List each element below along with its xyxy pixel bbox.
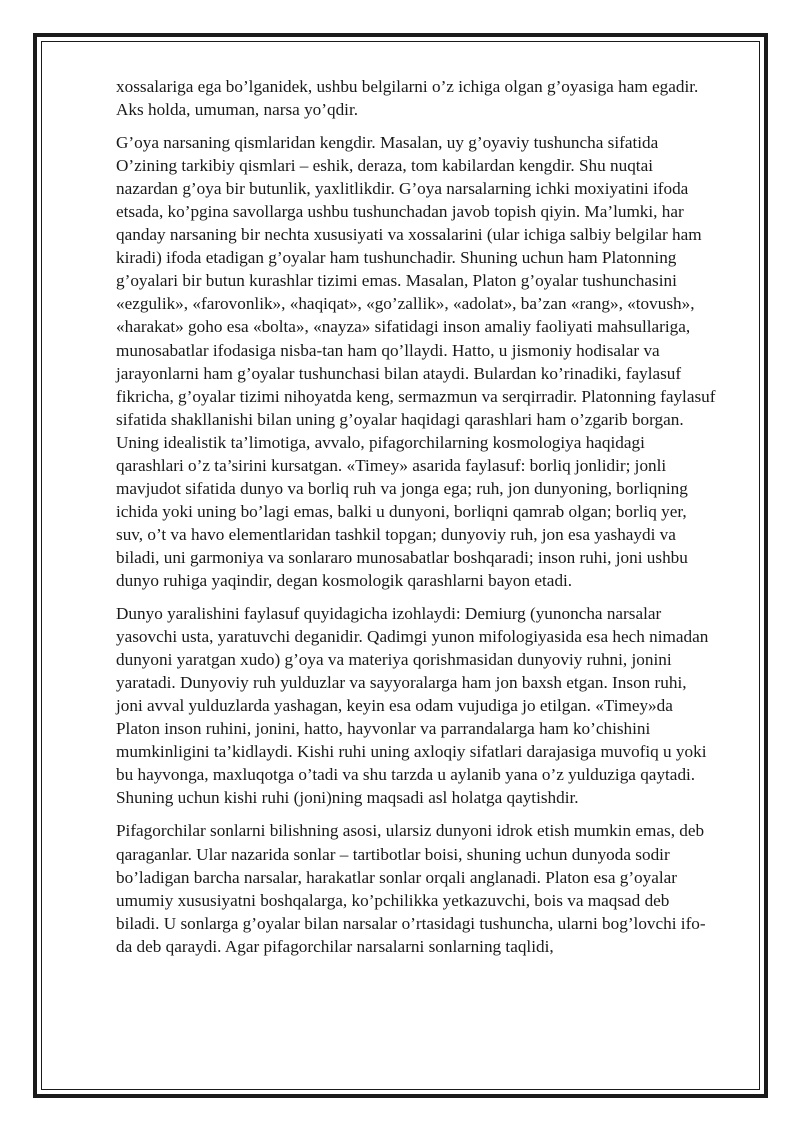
paragraph: xossalariga ega bo’lganidek, ushbu belgilarni o’z ichiga olgan g’oyasiga ham egadir. Aks holda, umuman, narsa yo’qdir.: [116, 77, 699, 120]
document-body: [116, 75, 716, 968]
paragraph: Pifagorchilar sonlarni bilishning asosi, ularsiz dunyoni idrok etish mumkin emas, deb qaraganlar. Ular nazarida sonlar – tartibotlar boisi, shuning uchun dunyoda sodir bo’ladigan barcha narsalar, harakatlar sonlar orqali anglanadi. Platon esa g’oyalar umumiy xususiyatni boshqalarga, ko’pchilikka yetkazuvchi, bois va maqsad deb biladi. U sonlarga g’oyalar bilan narsalar o’rtasidagi tushuncha, ularni bog’lovchi ifo-da deb qaraydi. Agar pifagorchilar narsalarni sonlarning taqlidi,: [116, 821, 706, 956]
paragraph: G’oya narsaning qismlaridan kengdir. Masalan, uy g’oyaviy tushuncha sifatida O’zining tarkibiy qismlari – eshik, deraza, tom kabilardan kengdir. Shu nuqtai nazardan g’oya bir butunlik, yaxlitlikdir. G’oya narsalarning ichki moxiyatini ifoda etsada, ko’pgina savollarga ushbu tushunchadan javob topish qiyin. Ma’lumki, har qanday narsaning bir nechta xususiyati va xossalarini (ular ichiga salbiy belgilar ham kiradi) ifoda etadigan g’oyalar ham tushunchadir. Shuning uchun ham Platonning g’oyalari bir butun kurashlar tizimi emas. Masalan, Platon g’oyalar tushunchasini «ezgulik», «farovonlik», «haqiqat», «go’zallik», «adolat», ba’zan «rang», «tovush», «harakat» goho esa «bolta», «nayza» sifatidagi inson amaliy faoliyati mahsullariga, munosabatlar ifodasiga nisba-tan ham qo’llaydi. Hatto, u jismoniy hodisalar va jarayonlarni ham g’oyalar tushunchasi bilan ataydi. Bulardan ko’rinadiki, faylasuf fikricha, g’oyalar tizimi nihoyatda keng, sermazmun va serqirradir. Platonning faylasuf sifatida shakllanishi bilan uning g’oyalar haqidagi qarashlari ham o’zgarib borgan. Uning idealistik ta’limotiga, avvalo, pifagorchilarning kosmologiya haqidagi qarashlari o’z ta’sirini kursatgan. «Timey» asarida faylasuf: borliq jonlidir; jonli mavjudot sifatida dunyo va borliq ruh va jonga ega; ruh, jon dunyoning, borliqning ichida yoki uning bo’lagi emas, balki u dunyoni, borliqni qamrab olgan; borliq yer, suv, o’t va havo elementlaridan tashkil topgan; dunyoviy ruh, jon esa yashaydi va biladi, uni garmoniya va sonlararo munosabatlar boshqaradi; inson ruhi, joni ushbu dunyo ruhiga yaqindir, degan kosmologik qarashlarni bayon etadi.: [116, 133, 716, 590]
paragraph: Dunyo yaralishini faylasuf quyidagicha izohlaydi: Demiurg (yunoncha narsalar yasovchi usta, yaratuvchi deganidir. Qadimgi yunon mifologiyasida esa hech nimadan dunyoni yaratgan xudo) g’oya va materiya qorishmasidan dunyoviy ruhni, jonini yaratadi. Dunyoviy ruh yulduzlar va sayyoralarga ham jon baxsh etgan. Inson ruhi, joni avval yulduzlarda yashagan, keyin esa odam vujudiga jo etilgan. «Timey»da Platon inson ruhini, jonini, hatto, hayvonlar va parrandalarga ham ko’chishini mumkinligini ta’kidlaydi. Kishi ruhi uning axloqiy sifatlari darajasiga muvofiq u yoki bu hayvonga, maxluqotga o’tadi va shu tarzda u aylanib yana o’z yulduziga qaytadi. Shuning uchun kishi ruhi (joni)ning maqsadi asl holatga qaytishdir.: [116, 604, 709, 808]
